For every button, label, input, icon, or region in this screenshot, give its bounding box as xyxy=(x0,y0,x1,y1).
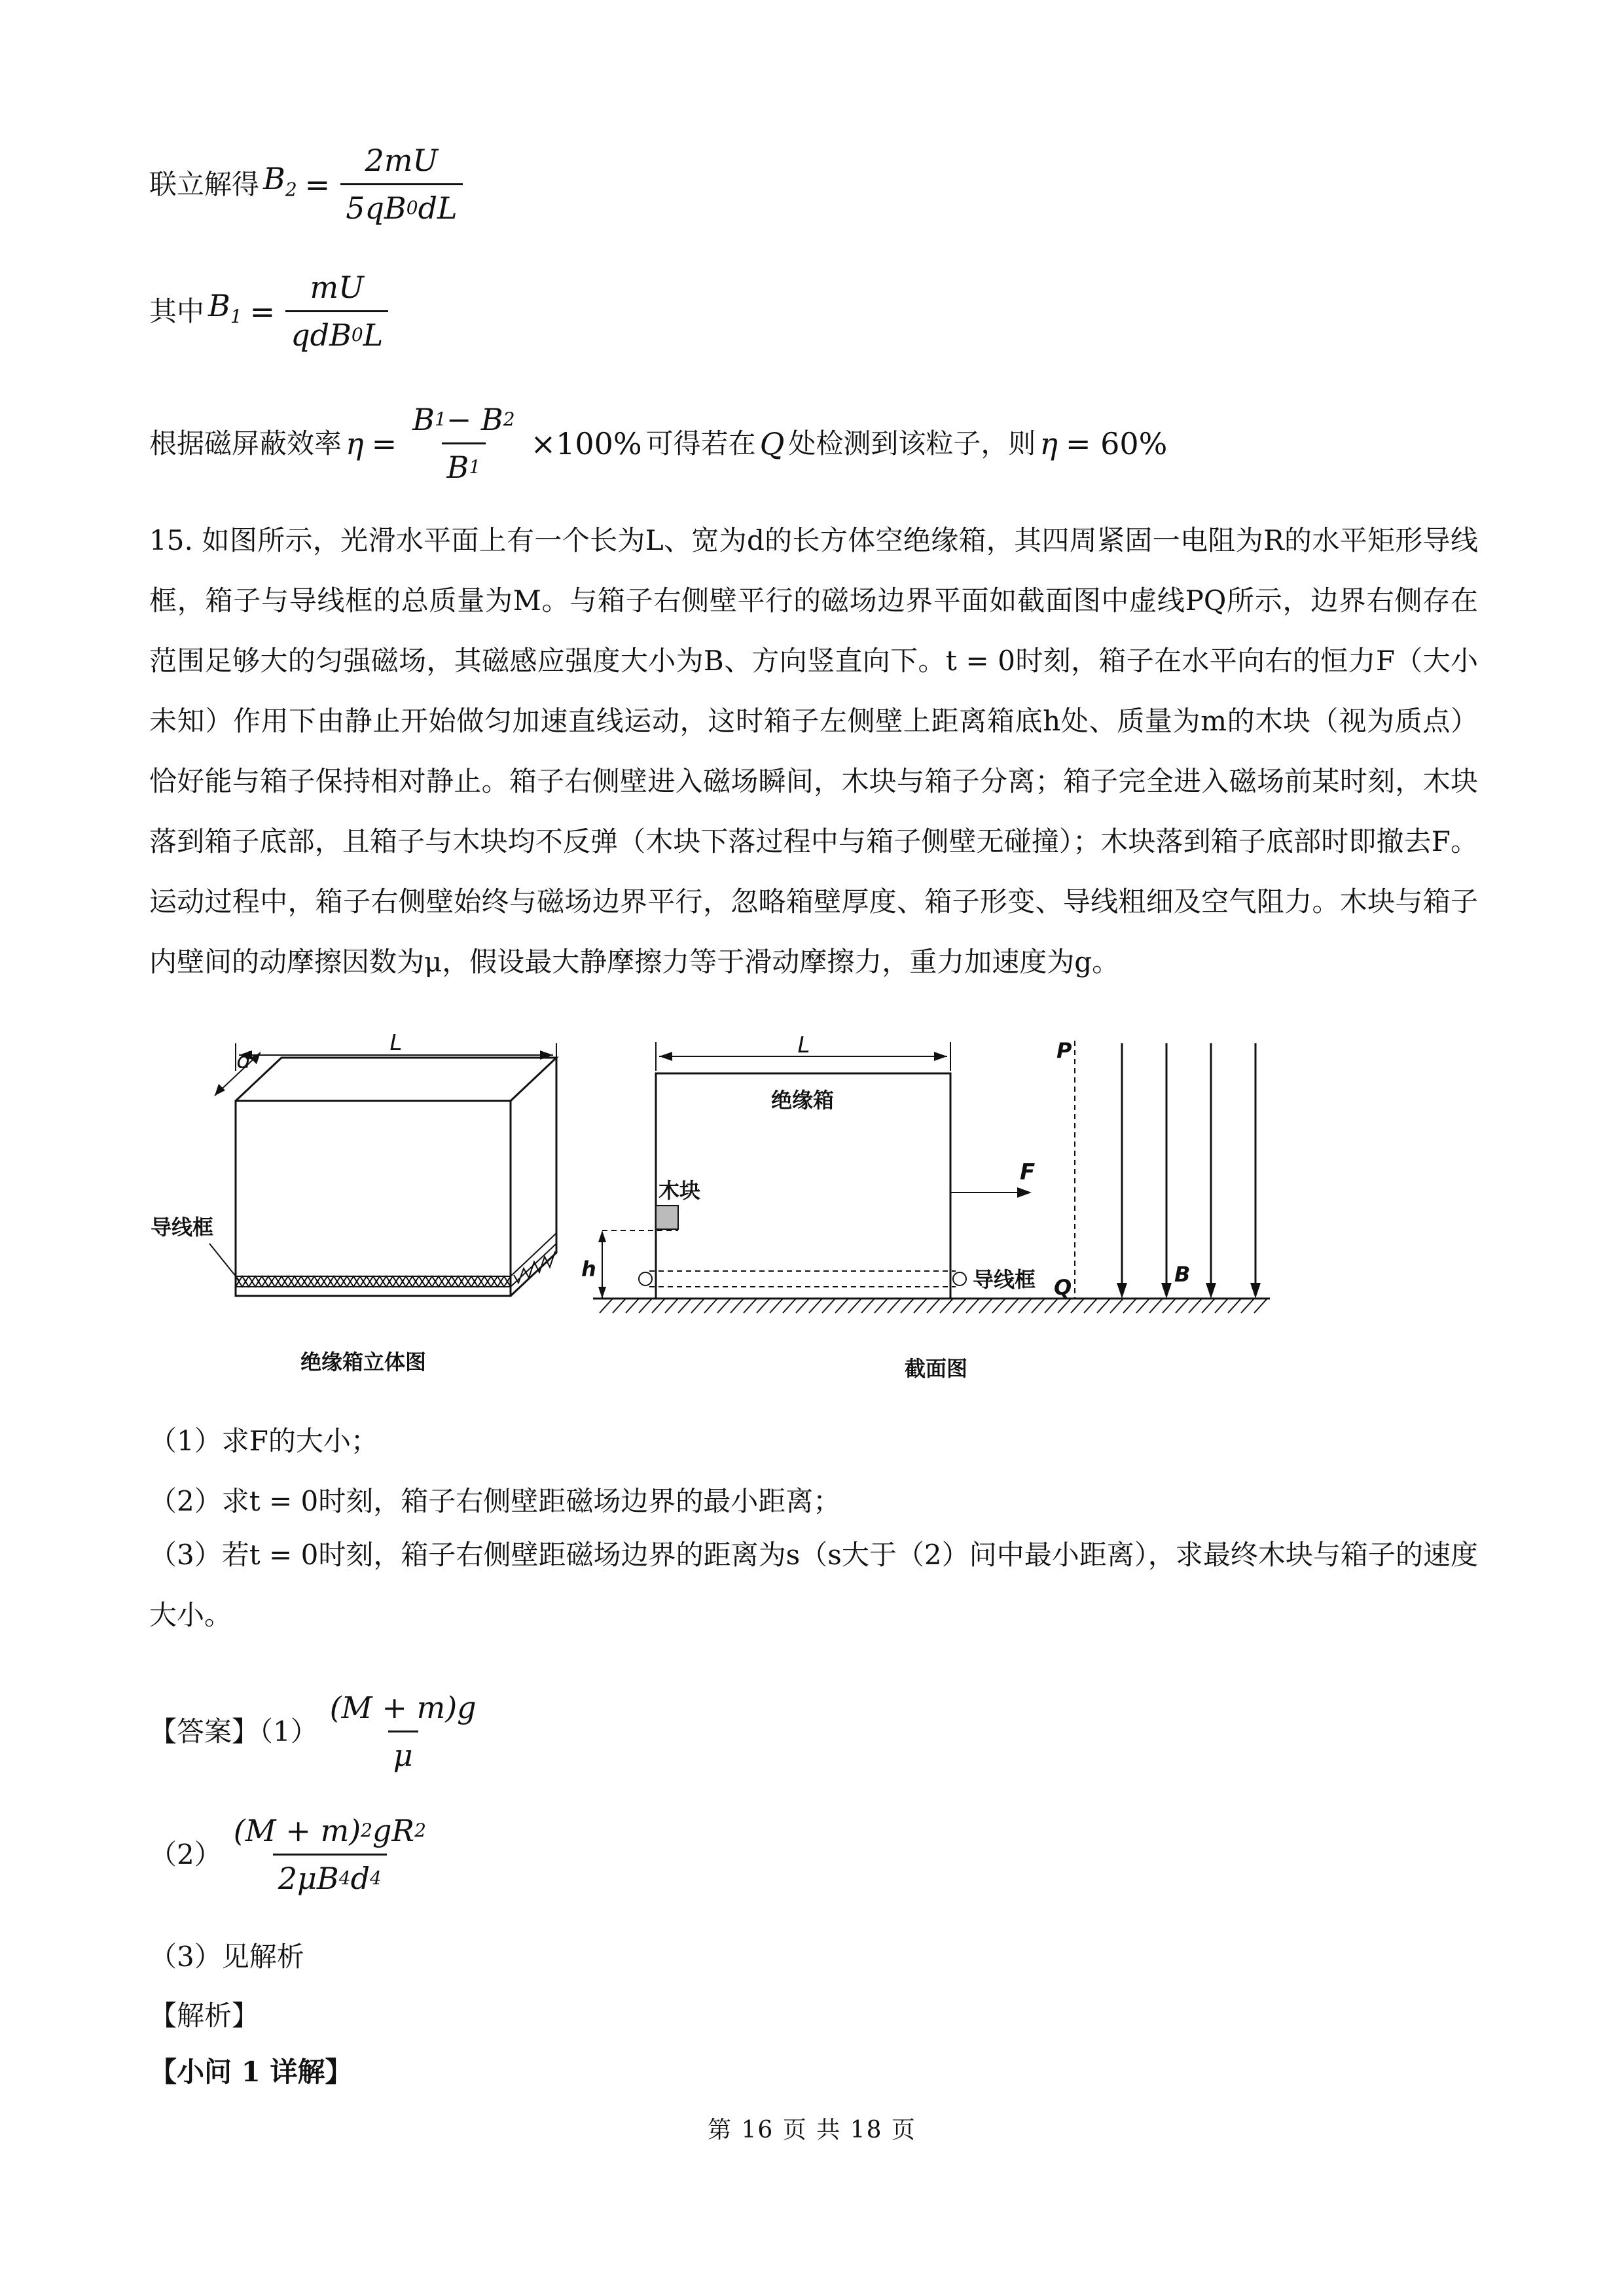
label-box: 绝缘箱 xyxy=(770,1088,835,1113)
label-B: B xyxy=(1174,1262,1191,1287)
answer-2-numerator: (M + m) 2 gR 2 xyxy=(233,1813,426,1848)
analysis-heading: 【解析】 xyxy=(149,2000,260,2032)
question-3-text: （3）若t = 0时刻，箱子右侧壁距磁场边界的距离为s（s大于（2）问中最小距离），求最终木块与箱子的速度大小。 xyxy=(149,1539,1478,1631)
formula-b2-denominator: 5qB 0 dL xyxy=(340,183,462,227)
figure xyxy=(144,1034,1296,1401)
formula-b2-numerator: 2mU xyxy=(365,143,439,178)
formula-eta-prefix: 根据磁屏蔽效率 xyxy=(149,427,342,459)
caption-section: 截面图 xyxy=(904,1356,968,1381)
formula-b2-fraction xyxy=(340,141,462,227)
label-F: F xyxy=(1020,1159,1036,1185)
label-d: d xyxy=(236,1048,251,1074)
answer-2 xyxy=(149,1812,1478,1897)
question-1: （1）求F的大小； xyxy=(149,1425,378,1457)
formula-b1-fraction xyxy=(285,268,388,354)
answer-2-fraction xyxy=(228,1812,431,1897)
formula-eta-mid: 可得若在 xyxy=(645,427,756,459)
label-h: h xyxy=(581,1257,596,1282)
formula-b1 xyxy=(149,268,1478,354)
formula-eta-result: = 60% xyxy=(1065,425,1168,461)
question-3 xyxy=(149,1525,1478,1645)
answer-1-denominator: μ xyxy=(388,1731,418,1774)
formula-eta-fraction xyxy=(407,401,520,486)
answer-label: 【答案】（1） xyxy=(149,1715,318,1748)
label-wire-right: 导线框 xyxy=(973,1267,1036,1292)
formula-eta xyxy=(149,401,1478,486)
answer-1 xyxy=(149,1689,1478,1774)
problem-text: 如图所示，光滑水平面上有一个长为L、宽为d的长方体空绝缘箱，其四周紧固一电阻为R的水平矩形导线框，箱子与导线框的总质量为M。与箱子右侧壁平行的磁场边界平面如截面图中虚线PQ所示，边界右侧存在范围足够大的匀强磁场，其磁感应强度大小为B、方向竖直向下。t = 0时刻，箱子在水平向右的恒力F（大小未知）作用下由静止开始做匀加速直线运动，这时箱子左侧壁上距离箱底h处、质量为m的木块（视为质点）恰好能与箱子保持相对静止。箱子右侧壁进入磁场瞬间，木块与箱子分离；箱子完全进入磁场前某时刻，木块落到箱子底部，且箱子与木块均不反弹（木块下落过程中与箱子侧壁无碰撞）；木块落到箱子底部时即撤去F。运动过程中，箱子右侧壁始终与磁场边界平行，忽略箱壁厚度、箱子形变、导线粗细及空气阻力。木块与箱子内壁间的动摩擦因数为μ，假设最大静摩擦力等于滑动摩擦力，重力加速度为g。 xyxy=(149,524,1478,978)
formula-eta-symbol: η xyxy=(346,425,364,461)
question-2: （2）求t = 0时刻，箱子右侧壁距磁场边界的最小距离； xyxy=(149,1485,841,1517)
formula-b2-prefix: 联立解得 xyxy=(149,168,260,200)
formula-b1-prefix: 其中 xyxy=(149,295,205,327)
formula-b1-numerator: mU xyxy=(310,270,364,305)
caption-3d: 绝缘箱立体图 xyxy=(300,1350,427,1374)
cross-section-diagram xyxy=(593,1041,1270,1313)
label-L-left: L xyxy=(389,1034,403,1056)
formula-b1-denominator: qdB 0 L xyxy=(285,310,388,354)
formula-b2-lhs: $B_2$ xyxy=(263,161,297,200)
answer-1-numerator: (M + m)g xyxy=(329,1690,477,1725)
formula-eta-eq: = xyxy=(371,425,397,461)
label-wire-left: 导线框 xyxy=(151,1215,214,1240)
label-L-right: L xyxy=(797,1034,810,1058)
answer-3: （3）见解析 xyxy=(149,1941,304,1973)
problem-number: 15. xyxy=(149,524,193,556)
formula-eta-times: ×100% xyxy=(530,425,642,461)
label-block: 木块 xyxy=(659,1178,701,1203)
formula-b1-eq: = xyxy=(249,293,276,329)
formula-eta-numerator: B 1 − B 2 xyxy=(412,402,515,437)
formula-eta-suffix: 处检测到该粒子，则 xyxy=(788,427,1036,459)
label-P: P xyxy=(1056,1038,1072,1063)
answer-1-fraction xyxy=(325,1689,482,1774)
answer-2-denominator: 2μB 4 d 4 xyxy=(273,1854,387,1897)
formula-b1-lhs: $B_1$ xyxy=(208,288,242,327)
formula-eta-result-symbol: η xyxy=(1039,425,1058,461)
formula-b2-eq: = xyxy=(304,166,331,202)
page-footer: 第 16 页 共 18 页 xyxy=(708,2117,916,2144)
box-3d-diagram xyxy=(209,1043,556,1296)
answer-2-label: （2） xyxy=(149,1838,222,1871)
subquestion-1-heading: 【小问 1 详解】 xyxy=(149,2056,353,2088)
label-Q: Q xyxy=(1054,1275,1072,1300)
problem-15 xyxy=(149,511,1478,992)
formula-eta-q: Q xyxy=(759,425,785,461)
formula-eta-denominator: B 1 xyxy=(442,442,486,486)
formula-b2 xyxy=(149,141,1478,227)
